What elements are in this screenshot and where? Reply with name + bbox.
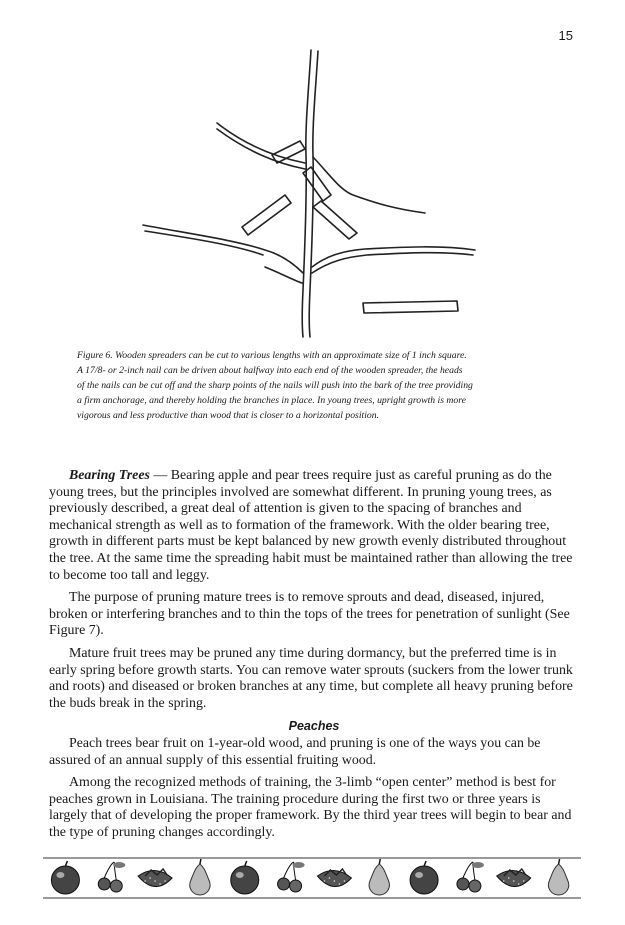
spreader-lower-right: [313, 201, 357, 239]
paragraph: Peach trees bear fruit on 1-year-old wood, and pruning is one of the ways you can be assured of an annual supply of this essential fruiting wood.: [49, 735, 541, 768]
apple-icon: [410, 861, 438, 894]
caption-line: vigorous and less productive than wood that is closer to a horizontal position.: [77, 410, 380, 421]
strawberry-icon: [497, 869, 531, 887]
spreader-lower-left: [242, 195, 291, 235]
pear-icon: [190, 859, 210, 895]
body-text: [49, 468, 579, 847]
caption-line: A 17/8- or 2-inch nail can be driven about halfway into each end of the wooden spreader, the heads: [77, 365, 463, 376]
paragraph: Among the recognized methods of training, the 3-limb “open center” method is best for peaches grown in Louisiana. The training procedure during the first two or three years is largely that of developing the proper framework. By the third year trees will begin to bear and the type of pruning changes accordingly.: [49, 775, 572, 840]
cherries-icon: [457, 862, 484, 892]
section-heading-peaches: Peaches: [288, 719, 340, 734]
run-in-heading-bearing-trees: Bearing Trees: [69, 468, 150, 483]
tree-limb-upper-right: [313, 157, 425, 213]
cherries-icon: [98, 862, 125, 892]
tree-limb-upper-left: [217, 123, 305, 163]
figure-caption: [77, 348, 549, 423]
cherries-icon: [278, 862, 305, 892]
pear-icon: [369, 859, 389, 895]
tree-spreader-illustration: [135, 45, 480, 345]
fruit-border: [43, 856, 581, 900]
caption-line: Figure 6. Wooden spreaders can be cut to various lengths with an approximate size of 1 inch square.: [77, 350, 467, 361]
paragraph-bearing-trees: [49, 468, 579, 584]
paragraph: Mature fruit trees may be pruned any time during dormancy, but the preferred time is in early spring before growth starts. You can remove water sprouts (suckers from the lower trunk and roots) and diseased or broken branches at any time, but complete all heavy pruning before the buds break in the spring.: [49, 645, 573, 711]
apple-icon: [51, 861, 79, 894]
tree-limb-lower-left: [143, 225, 303, 273]
tree-limb-lower-right: [312, 247, 475, 267]
pear-icon: [548, 859, 568, 895]
page-number: 15: [558, 28, 573, 43]
caption-line: of the nails can be cut off and the sharp points of the nails will push into the bark of the tree providing: [77, 380, 473, 391]
apple-icon: [231, 861, 259, 894]
strawberry-icon: [138, 869, 172, 887]
strawberry-icon: [317, 869, 351, 887]
spreader-loose: [363, 301, 458, 313]
caption-line: a firm anchorage, and thereby holding the branches in place. In young trees, upright growth is more: [77, 395, 466, 406]
paragraph: The purpose of pruning mature trees is to remove sprouts and dead, diseased, injured, broken or interfering branches and to thin the tops of the trees for penetration of sunlight (See Figure 7).: [49, 590, 570, 639]
paragraph-text: — Bearing apple and pear trees require just as careful pruning as do the young trees, but the principles involved are somewhat different. In pruning young trees, as previously described, a great deal of attention is given to the spacing of branches and mechanical strength as well as to formation of the framework. With the older bearing tree, growth in different parts must be kept balanced by new growth evenly distributed throughout the tree. At the same time the spreading habit must be maintained rather than allowing the tree to become too tall and leggy.: [49, 468, 573, 583]
